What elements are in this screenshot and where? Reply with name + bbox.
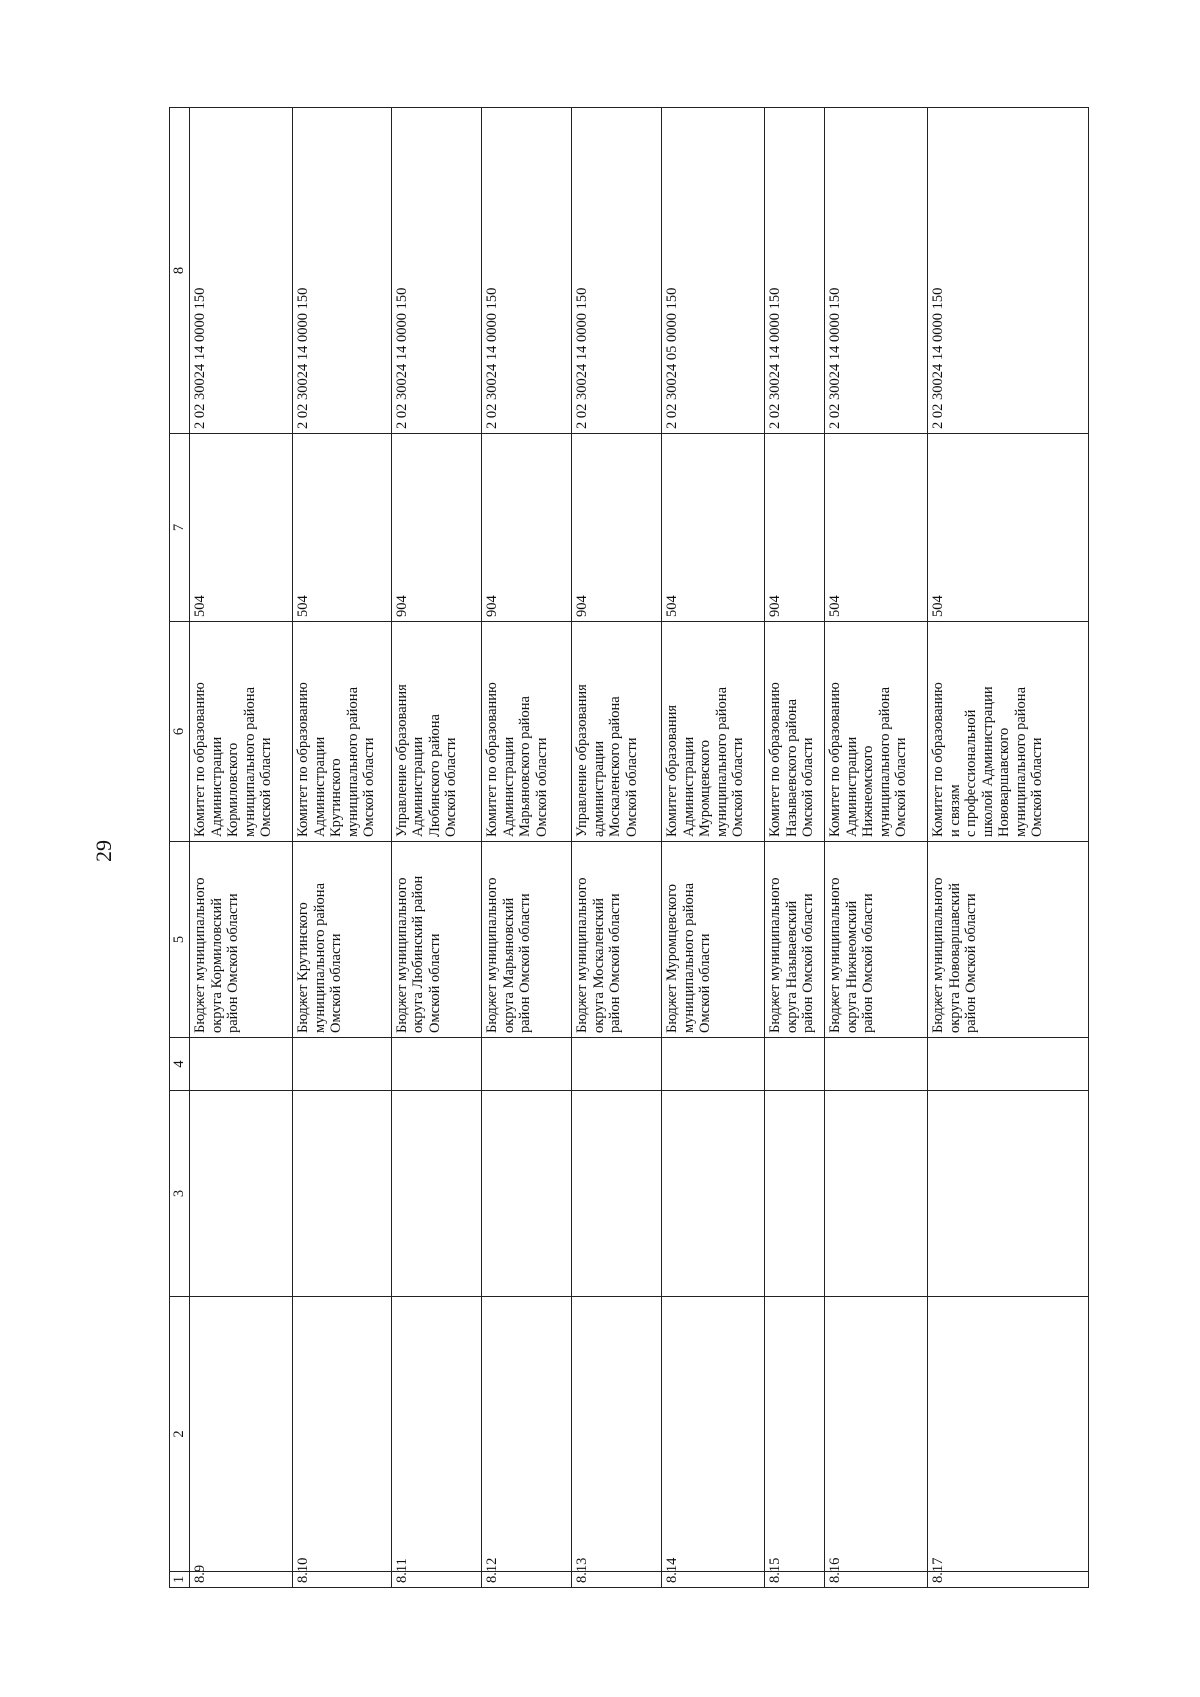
budget-name-cell-text: Бюджет муниципального округа Москаленский район Омской области xyxy=(574,877,624,1033)
admin-code-cell-text: 904 xyxy=(484,595,500,617)
administrator-cell xyxy=(391,622,481,842)
row-number-cell-text: 8.17 xyxy=(930,1557,947,1583)
admin-code-cell xyxy=(765,434,825,622)
admin-code-cell xyxy=(190,434,293,622)
column-3-cell xyxy=(572,1091,662,1297)
row-number-cell-text: 8.11 xyxy=(393,1558,410,1583)
table-row xyxy=(765,108,825,1588)
column-4-cell xyxy=(928,1038,1089,1091)
administrator-cell xyxy=(482,622,572,842)
column-2-cell xyxy=(482,1297,572,1572)
administrator-cell xyxy=(928,622,1089,842)
table-header-row xyxy=(170,108,190,1588)
revenue-code-cell-text: 2 02 30024 14 0000 150 xyxy=(930,287,947,429)
column-3-cell xyxy=(662,1091,765,1297)
budget-name-cell xyxy=(765,842,825,1038)
table-row xyxy=(293,108,392,1588)
admin-code-cell xyxy=(825,434,928,622)
row-number-cell-text: 8.13 xyxy=(574,1557,591,1583)
row-number-cell-text: 8.12 xyxy=(484,1557,500,1583)
column-2-cell xyxy=(662,1297,765,1572)
budget-name-cell-text: Бюджет Крутинского муниципального района Омской области xyxy=(295,883,345,1033)
budget-name-cell xyxy=(662,842,765,1038)
revenue-code-cell-text: 2 02 30024 14 0000 150 xyxy=(393,287,410,429)
column-3-cell xyxy=(482,1091,572,1297)
column-3-cell xyxy=(928,1091,1089,1297)
budget-name-cell xyxy=(482,842,572,1038)
revenue-code-cell xyxy=(825,108,928,434)
header-cell: 2 xyxy=(170,1297,190,1572)
administrator-cell-text: Управление образования администрации Москаленского района Омской области xyxy=(574,684,640,837)
row-number-cell xyxy=(293,1557,392,1588)
column-4-cell xyxy=(662,1038,765,1091)
revenue-code-cell xyxy=(765,108,825,434)
row-number-cell-text: 8.10 xyxy=(295,1557,312,1583)
budget-name-cell xyxy=(825,842,928,1038)
row-number-cell xyxy=(391,1558,481,1588)
column-4-cell xyxy=(293,1038,392,1091)
column-4-cell xyxy=(482,1038,572,1091)
administrator-cell xyxy=(293,622,392,842)
admin-code-cell xyxy=(391,434,481,622)
column-3-cell xyxy=(293,1091,392,1297)
column-4-cell xyxy=(825,1038,928,1091)
row-number-cell-text: 8.9 xyxy=(192,1564,209,1583)
table-row xyxy=(482,108,572,1588)
admin-code-cell xyxy=(572,434,662,622)
budget-table xyxy=(169,107,1089,1588)
column-4-cell xyxy=(765,1038,825,1091)
column-2-cell xyxy=(825,1297,928,1572)
column-3-cell xyxy=(825,1091,928,1297)
revenue-code-cell-text: 2 02 30024 05 0000 150 xyxy=(664,287,681,429)
row-number-cell xyxy=(572,1557,662,1588)
column-2-cell xyxy=(391,1297,481,1572)
column-2-cell xyxy=(928,1297,1089,1572)
column-2-cell xyxy=(572,1297,662,1572)
revenue-code-cell xyxy=(482,108,572,434)
admin-code-cell-text: 504 xyxy=(295,595,312,617)
revenue-code-cell xyxy=(572,108,662,434)
row-number-cell xyxy=(190,1564,293,1588)
header-cell: 3 xyxy=(170,1091,190,1297)
revenue-code-cell-text: 2 02 30024 14 0000 150 xyxy=(574,287,591,429)
revenue-code-cell xyxy=(928,108,1089,434)
table-row xyxy=(572,108,662,1588)
row-number-cell-text: 8.14 xyxy=(664,1557,681,1583)
administrator-cell-text: Управление образования Администрации Любинского района Омской области xyxy=(393,684,460,837)
administrator-cell xyxy=(825,622,928,842)
budget-name-cell xyxy=(572,842,662,1038)
administrator-cell-text: Комитет по образованию Называевского района Омской области xyxy=(767,682,817,837)
budget-name-cell-text: Бюджет Муромцевского муниципального района Омской области xyxy=(664,883,714,1033)
row-number-cell-text: 8.16 xyxy=(827,1557,844,1583)
budget-name-cell-text: Бюджет муниципального округа Называевский район Омской области xyxy=(767,877,817,1033)
table-row xyxy=(391,108,481,1588)
column-3-cell xyxy=(190,1091,293,1297)
administrator-cell xyxy=(572,622,662,842)
admin-code-cell-text: 504 xyxy=(930,595,947,617)
revenue-code-cell xyxy=(662,108,765,434)
table-row xyxy=(190,108,293,1588)
revenue-code-cell-text: 2 02 30024 14 0000 150 xyxy=(767,287,784,429)
administrator-cell-text: Комитет образования Администрации Муромцевского муниципального района Омской области xyxy=(664,687,747,837)
admin-code-cell-text: 504 xyxy=(664,595,681,617)
administrator-cell-text: Комитет по образованию Администрации Марьяновского района Омской области xyxy=(484,682,550,837)
table-row xyxy=(825,108,928,1588)
header-cell: 1 xyxy=(170,1572,190,1588)
table-row xyxy=(662,108,765,1588)
column-3-cell xyxy=(765,1091,825,1297)
column-2-cell xyxy=(293,1297,392,1572)
revenue-code-cell xyxy=(190,108,293,434)
administrator-cell-text: Комитет по образованию Администрации Нижнеомского муниципального района Омской области xyxy=(827,682,910,837)
admin-code-cell-text: 904 xyxy=(574,595,591,617)
header-cell: 4 xyxy=(170,1038,190,1091)
admin-code-cell xyxy=(293,434,392,622)
admin-code-cell-text: 904 xyxy=(393,595,410,617)
column-4-cell xyxy=(190,1038,293,1091)
revenue-code-cell-text: 2 02 30024 14 0000 150 xyxy=(484,287,500,429)
table-row xyxy=(928,108,1089,1588)
admin-code-cell xyxy=(482,434,572,622)
revenue-code-cell xyxy=(391,108,481,434)
row-number-cell xyxy=(765,1557,825,1588)
rotated-table-container xyxy=(169,108,1089,1588)
admin-code-cell-text: 904 xyxy=(767,595,784,617)
row-number-cell-text: 8.15 xyxy=(767,1557,784,1583)
row-number-cell xyxy=(482,1557,572,1588)
administrator-cell xyxy=(662,622,765,842)
column-2-cell xyxy=(190,1297,293,1572)
budget-name-cell-text: Бюджет муниципального округа Нововаршавский район Омской области xyxy=(930,877,980,1033)
row-number-cell xyxy=(825,1557,928,1588)
row-number-cell xyxy=(662,1557,765,1588)
page-number: 29 xyxy=(91,840,116,862)
header-cell: 7 xyxy=(170,434,190,622)
revenue-code-cell-text: 2 02 30024 14 0000 150 xyxy=(295,287,312,429)
admin-code-cell-text: 504 xyxy=(192,595,209,617)
administrator-cell xyxy=(190,622,293,842)
header-cell: 8 xyxy=(170,108,190,434)
administrator-cell xyxy=(765,622,825,842)
column-4-cell xyxy=(572,1038,662,1091)
header-cell: 5 xyxy=(170,842,190,1038)
budget-name-cell xyxy=(190,842,293,1038)
budget-name-cell xyxy=(928,842,1089,1038)
revenue-code-cell xyxy=(293,108,392,434)
administrator-cell-text: Комитет по образованию Администрации Кормиловского муниципального района Омской области xyxy=(192,682,275,837)
administrator-cell-text: Комитет по образованию и связям с профессиональной школой Администрации Нововаршавского муниципального района Омской области xyxy=(930,682,1046,837)
budget-name-cell-text: Бюджет муниципального округа Нижнеомский район Омской области xyxy=(827,877,877,1033)
revenue-code-cell-text: 2 02 30024 14 0000 150 xyxy=(192,287,209,429)
row-number-cell xyxy=(928,1557,1089,1588)
column-2-cell xyxy=(765,1297,825,1572)
column-3-cell xyxy=(391,1091,481,1297)
budget-name-cell xyxy=(391,842,481,1038)
revenue-code-cell-text: 2 02 30024 14 0000 150 xyxy=(827,287,844,429)
administrator-cell-text: Комитет по образованию Администрации Крутинского муниципального района Омской области xyxy=(295,682,378,837)
budget-name-cell-text: Бюджет муниципального округа Кормиловский район Омской области xyxy=(192,877,242,1033)
admin-code-cell-text: 504 xyxy=(827,595,844,617)
budget-name-cell xyxy=(293,842,392,1038)
header-cell: 6 xyxy=(170,622,190,842)
column-4-cell xyxy=(391,1038,481,1091)
budget-name-cell-text: Бюджет муниципального округа Марьяновский район Омской области xyxy=(484,877,533,1033)
admin-code-cell xyxy=(928,434,1089,622)
admin-code-cell xyxy=(662,434,765,622)
budget-name-cell-text: Бюджет муниципального округа Любинский район Омской области xyxy=(393,875,443,1033)
table-body xyxy=(170,108,1089,1588)
